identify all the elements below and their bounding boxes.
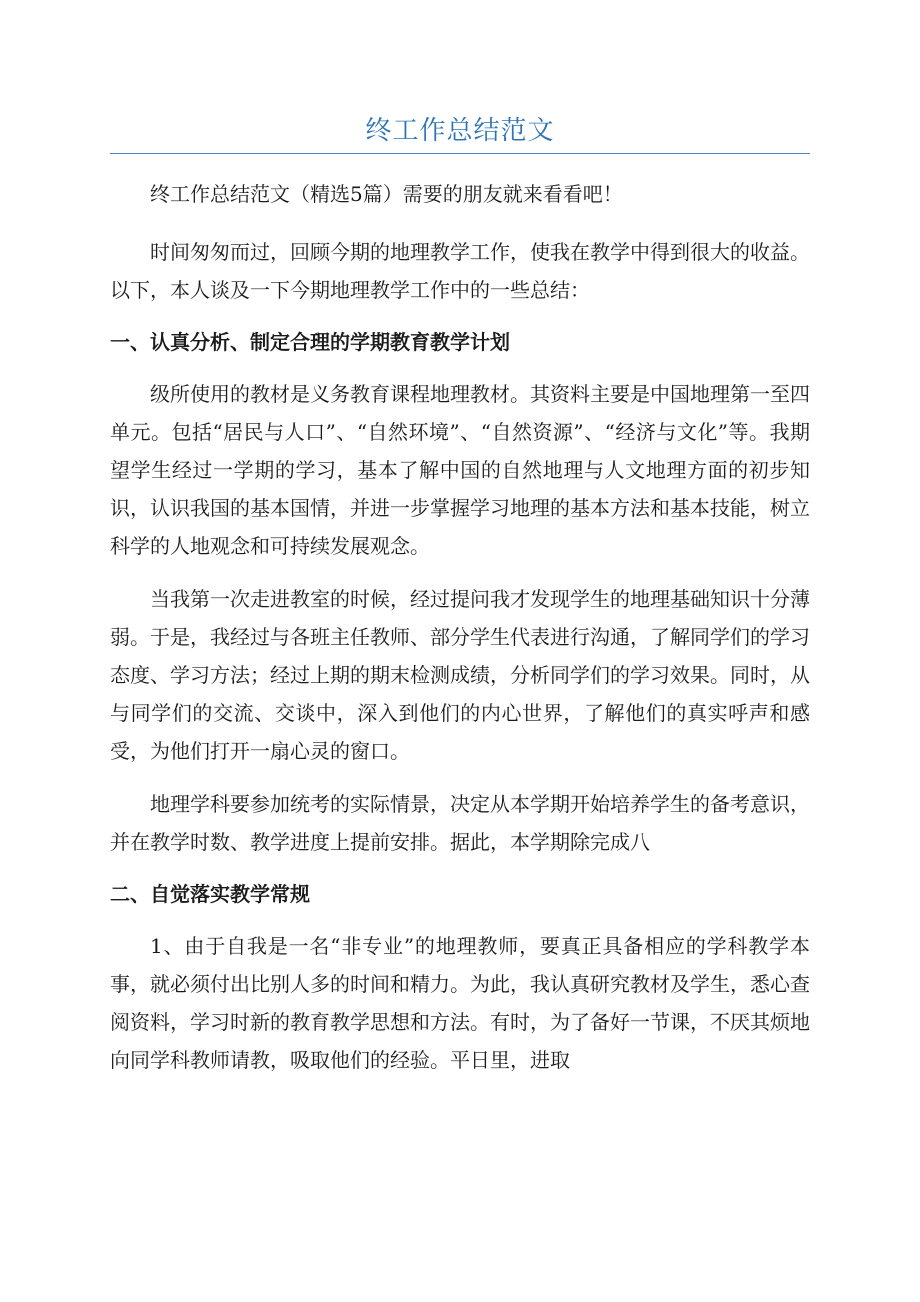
paragraph-5: 1、由于自我是一名“非专业”的地理教师，要真正具备相应的学科教学本事，就必须付出比别人多的时间和精力。为此，我认真研究教材及学生，悉心查阅资料，学习时新的教育教学思想和方法。有时，为了备好一节课，不厌其烦地向同学科教师请教，吸取他们的经验。平日里，进取: [110, 934, 810, 1072]
intro-paragraph: 终工作总结范文（精选5篇）需要的朋友就来看看吧！: [150, 182, 623, 206]
document-title: 终工作总结范文: [365, 116, 555, 146]
section-heading-1: 一、认真分析、制定合理的学期教育教学计划: [110, 330, 510, 354]
paragraph-3: 当我第一次走进教室的时候，经过提问我才发现学生的地理基础知识十分薄弱。于是，我经过与各班主任教师、部分学生代表进行沟通，了解同学们的学习态度、学习方法；经过上期的期末检测成绩，分析同学们的学习效果。同时，从与同学们的交流、交谈中，深入到他们的内心世界，了解他们的真实呼声和感受，为他们打开一扇心灵的窗口。: [110, 587, 810, 763]
title-underline: [110, 153, 810, 154]
document-page: [110, 0, 810, 1079]
paragraph-4: 地理学科要参加统考的实际情景，决定从本学期开始培养学生的备考意识，并在教学时数、教学进度上提前安排。据此，本学期除完成八: [110, 792, 810, 854]
paragraph-1: 时间匆匆而过，回顾今期的地理教学工作，使我在教学中得到很大的收益。以下，本人谈及一下今期地理教学工作中的一些总结：: [110, 240, 810, 302]
paragraph-2: 级所使用的教材是义务教育课程地理教材。其资料主要是中国地理第一至四单元。包括“居民与人口”、“自然环境”、“自然资源”、“经济与文化”等。我期望学生经过一学期的学习，基本了解中国的自然地理与人文地理方面的初步知识，认识我国的基本国情，并进一步掌握学习地理的基本方法和基本技能，树立科学的人地观念和可持续发展观念。: [110, 382, 810, 558]
section-heading-2: 二、自觉落实教学常规: [110, 882, 310, 906]
